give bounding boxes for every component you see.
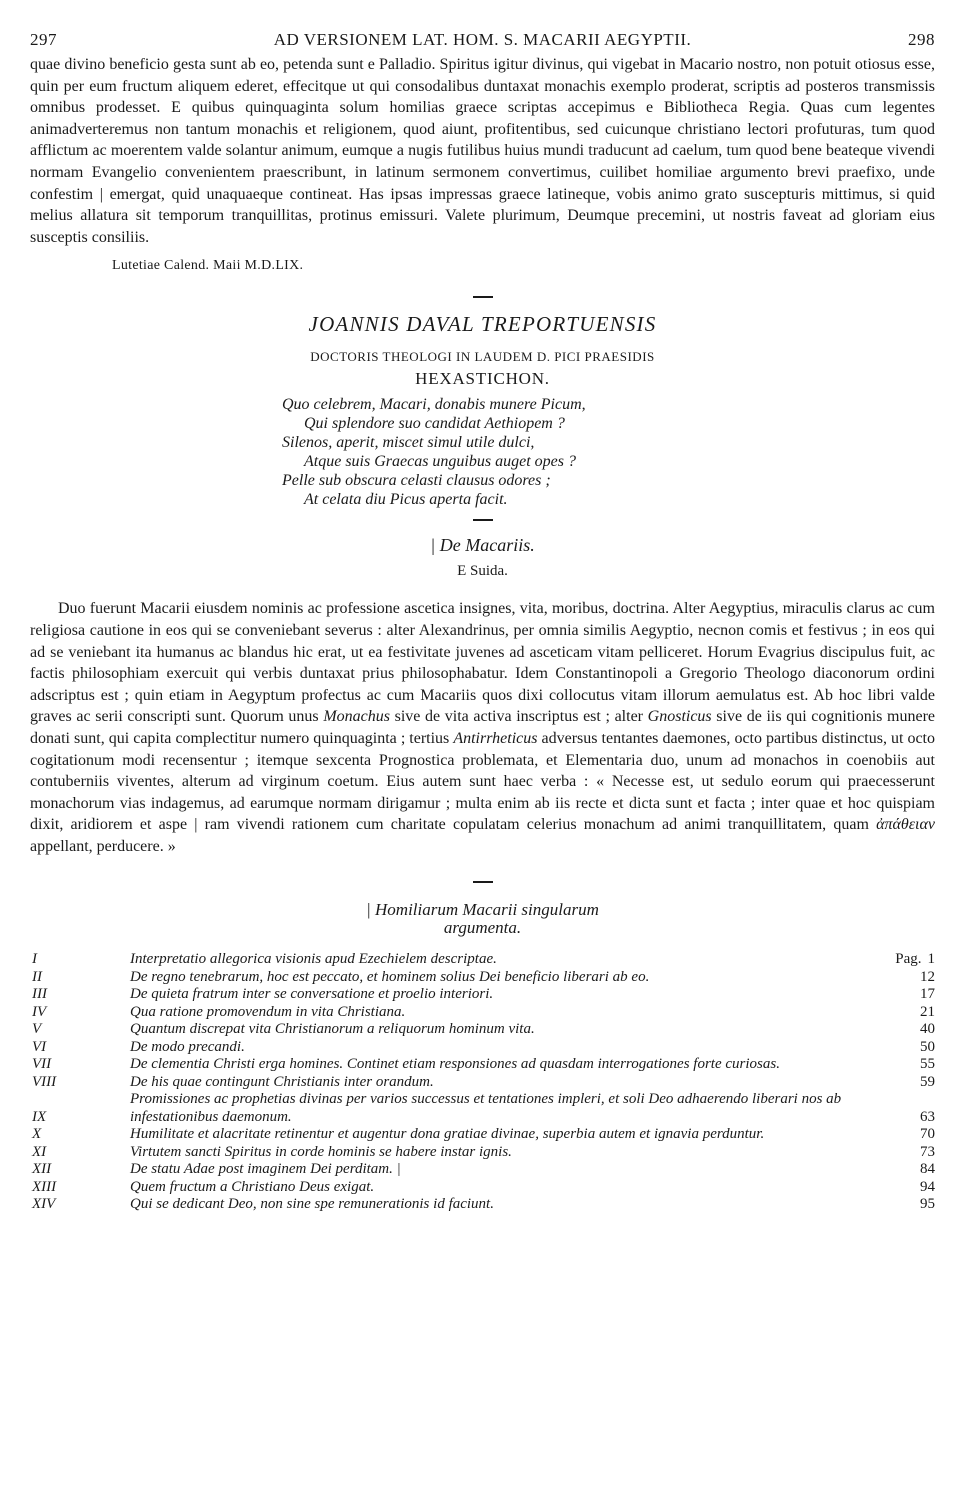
homilies-heading-line: argumenta. — [443, 918, 522, 938]
toc-title: Interpretatio allegorica visionis apud Ezechielem descriptae. — [130, 951, 497, 968]
toc-number: II — [32, 968, 42, 985]
toc-number: VI — [32, 1038, 47, 1055]
toc-row — [30, 1126, 935, 1144]
toc-row — [30, 1161, 935, 1179]
toc-page-number: 94 — [920, 1178, 935, 1195]
toc-page-number: 59 — [920, 1073, 935, 1090]
toc-title: Qui se dedicant Deo, non sine spe remunerationis id faciunt. — [130, 1196, 494, 1213]
toc-row — [30, 986, 935, 1004]
toc-number: XII — [32, 1161, 52, 1178]
poem-line: Atque suis Graecas unguibus auget opes ? — [304, 453, 576, 471]
toc-title: Humilitate et alacritate retinentur et augentur dona gratiae divinae, superbia autem et ignavia perduntur. — [130, 1126, 765, 1143]
toc-title: De quieta fratrum inter se conversatione et proelio interiori. — [130, 986, 494, 1003]
toc-number: XIV — [32, 1196, 56, 1213]
toc-title: Virtutem sancti Spiritus in corde hominis se habere instar ignis. — [130, 1143, 512, 1160]
toc-page-number: 73 — [920, 1143, 935, 1160]
dateline: Lutetiae Calend. Maii M.D.LIX. — [112, 258, 304, 274]
section-divider — [473, 881, 493, 883]
toc-row — [30, 1196, 935, 1214]
poem-line: Silenos, aperit, miscet simul utile dulci, — [282, 434, 535, 452]
toc-page-number: 55 — [920, 1056, 935, 1073]
poem-author-heading: JOANNIS DAVAL TREPORTUENSIS — [308, 312, 657, 337]
toc-row — [30, 1004, 935, 1022]
toc-number: IX — [32, 1108, 47, 1125]
poem-form-heading: HEXASTICHON. — [415, 369, 550, 389]
macarii-body-paragraph: Duo fuerunt Macarii eiusdem nominis ac professione ascetica insignes, vita, moribus, doctrina. Alter Aegyptius, miraculis clarus ac cum religiosa cautione in eos qui se conveniebant severus : alter Alexandrinus, per omnia similis Aegyptio, necnon comis et festivus ; in eos qui ad se veniebant ita humanus ac blandus hic erat, ut ea festivitate juvenes ad asceticam vitam pelliceret. Horum Evagrius discipulus fuit, ac factis philosophiam exercuit qui verbis duntaxat prius philosophabatur. Idem Constantinopoli a Gregorio Theologo diaconorum ordini adscriptus est ; quin etiam in Aegyptum profectus ac cum Macariis quos dixi collocutus vitam illorum aemulatus est. Ab hoc libri valde graves ac serii conscripti sunt. Quorum unus Monachus sive de vita activa inscriptus est ; alter Gnosticus sive de iis qui cognitionis munere donati sunt, qui capita complectitur numero quinquaginta ; tertius Antirrheticus adversus tentantes daemones, octo partibus distinctus, ut octo cogitationum modi recensentur ; itemque sexcenta Prognostica problemata, et Elementaria duo, unum ad monachos in coenobiis aut contuberniis viventes, alterum ad virginum coetum. Eius autem sunt haec verba : « Necesse est, ut sedulo eorum qui praecesserunt monachorum vias indagemus, ad earumque normam dirigamur ; multa enim ab iis recte et dicta sunt et facta ; inter quae et hoc quispiam dixit, aridiorem et aspe | ram vivendi rationem cum charitate copulatam celerius monachum ad animi tranquillitatem, quam ἀπάθειαν appellant, perducere. » — [30, 600, 936, 855]
toc-number: XIII — [32, 1178, 57, 1195]
left-page-number: 297 — [30, 30, 57, 49]
toc-row — [30, 1074, 935, 1092]
toc-row — [30, 1039, 935, 1057]
toc-title: De clementia Christi erga homines. Continet etiam responsiones ad quasdam interrogationes forte curiosas. — [130, 1056, 780, 1073]
toc-number: IV — [32, 1003, 47, 1020]
toc-row — [30, 969, 935, 987]
right-page-number: 298 — [908, 30, 935, 49]
toc-row — [30, 1056, 935, 1074]
document-page — [30, 30, 935, 1214]
toc-title: Quantum discrepat vita Christianorum a reliquorum hominum vita. — [130, 1021, 535, 1038]
hexastichon-poem — [282, 395, 935, 509]
toc-page-number: Pag. 1 — [895, 951, 935, 968]
poem-line: Pelle sub obscura celasti clausus odores ; — [282, 472, 551, 490]
toc-number: VIII — [32, 1073, 57, 1090]
toc-number: V — [32, 1021, 42, 1038]
poem-subtitle: DOCTORIS THEOLOGI IN LAUDEM D. PICI PRAESIDIS — [310, 349, 655, 365]
homilies-heading — [30, 901, 935, 937]
toc-page-number: 84 — [920, 1161, 935, 1178]
pag-label: Pag. — [895, 951, 922, 968]
toc-title: De statu Adae post imaginem Dei perditam. | — [130, 1161, 401, 1178]
toc-number: X — [32, 1126, 42, 1143]
toc-row — [30, 951, 935, 969]
poem-line: At celata diu Picus aperta facit. — [304, 491, 508, 509]
toc-page-number: 70 — [920, 1126, 935, 1143]
section-divider — [473, 296, 493, 298]
toc-page-number: 12 — [920, 968, 935, 985]
macarii-heading: | De Macariis. — [430, 535, 535, 556]
toc-title: De regno tenebrarum, hoc est peccato, et hominem solius Dei beneficio liberari ab eo. — [130, 968, 650, 985]
toc-row — [30, 1144, 935, 1162]
homilies-table-of-contents — [30, 951, 935, 1214]
homilies-heading-line: | Homiliarum Macarii singularum — [366, 900, 599, 920]
poem-line: Qui splendore suo candidat Aethiopem ? — [304, 415, 565, 433]
section-divider — [473, 519, 493, 521]
toc-page-number: 40 — [920, 1021, 935, 1038]
poem-line: Quo celebrem, Macari, donabis munere Picum, — [282, 396, 586, 414]
toc-number: III — [32, 986, 47, 1003]
toc-title: Promissiones ac prophetias divinas per varios successus et tentationes impleri, et soli Deo adhaerendo liberari nos ab infestationibus daemonum. — [130, 1091, 842, 1125]
toc-title: Quem fructum a Christiano Deus exigat. — [130, 1178, 375, 1195]
toc-page-number: 50 — [920, 1038, 935, 1055]
toc-page-number: 95 — [920, 1196, 935, 1213]
toc-title: De his quae contingunt Christianis inter orandum. — [130, 1073, 434, 1090]
toc-row — [30, 1179, 935, 1197]
running-header — [30, 30, 935, 54]
toc-number: I — [32, 951, 37, 968]
toc-page-number: 63 — [920, 1108, 935, 1125]
toc-title: Qua ratione promovendum in vita Christiana. — [130, 1003, 406, 1020]
intro-paragraph: quae divino beneficio gesta sunt ab eo, petenda sunt e Palladio. Spiritus igitur divinus, qui vigebat in Macario nostro, non potuit otiosus esse, quin per eum fructum aliquem ederet, effecitque ut qui consodalibus duntaxat monachis exemplo proderat, scriptis ad posteros transmissis omnibus prodesset. E quibus quinquaginta solum homilias graece scriptas accepimus e Bibliotheca Regia. Quas cum legentes animadverteremus non tantum monachis et religionem, quod aiunt, profitentibus, sed cuicunque christiano lectori profuturas, tum quod afflictum ac moerentem valde solantur animum, eumque a nugis futilibus huius mundi traducunt ad caelum, tum quod bene beateque vivendi normam Evangelio convenientem praescribunt, in latinum sermonem convertimus, cuilibet homiliae argumento brevi praefixo, unde confestim | emergat, quid unaquaeque contineat. Has ipsas impressas graece latineque, vobis animo grato suscepturis mittimus, si quid melius allatura sit temporum tranquillitas, protinus emissuri. Valete plurimum, Deumque precemini, ut nostris faveat ad gloriam eius susceptis consiliis. — [30, 56, 935, 246]
toc-page-number: 21 — [920, 1003, 935, 1020]
toc-title: De modo precandi. — [130, 1038, 245, 1055]
running-title: AD VERSIONEM LAT. HOM. S. MACARII AEGYPTII. — [273, 30, 692, 49]
toc-row — [30, 1021, 935, 1039]
toc-page-number: 17 — [920, 986, 935, 1003]
toc-number: XI — [32, 1143, 47, 1160]
macarii-source: E Suida. — [457, 563, 508, 580]
toc-number: VII — [32, 1056, 52, 1073]
toc-row — [30, 1091, 935, 1126]
